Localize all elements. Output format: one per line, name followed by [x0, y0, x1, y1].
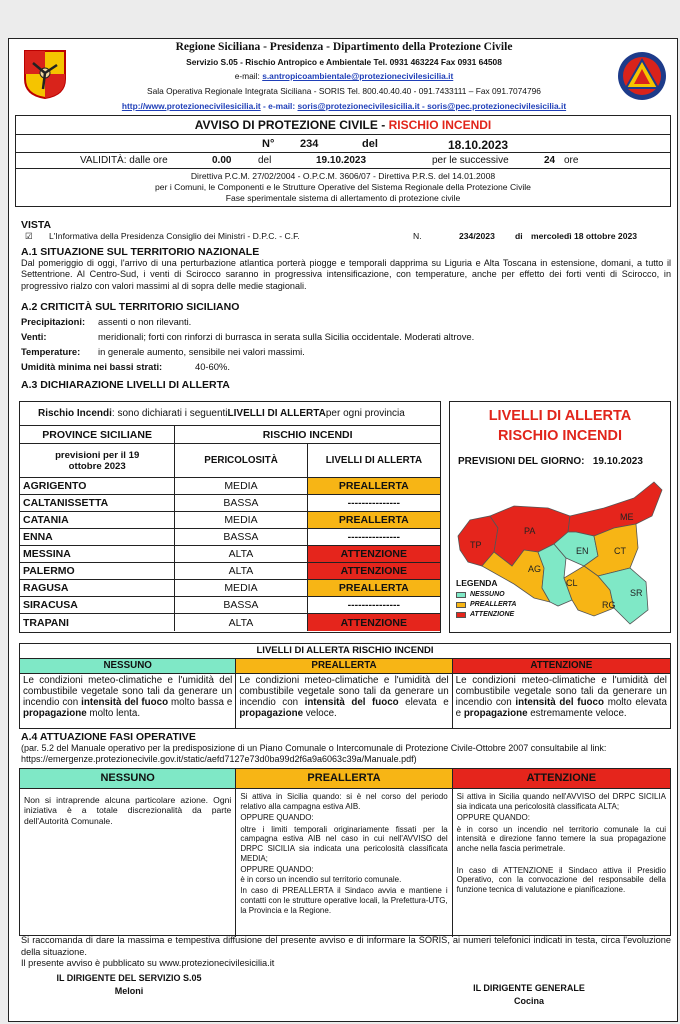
checkbox-icon: ☑ [25, 231, 33, 241]
signature-dirigente-generale: IL DIRIGENTE GENERALE Cocina [473, 983, 585, 1006]
a4-note: (par. 5.2 del Manuale operativo per la predisposizione di un Piano Comunale o Intercomunale di Protezione Civile-Ottobre 2007 consultabile al link: https://emergenze.protezionecivile.gov.it/static/aefd7127e73d0ba99d2f6a9a6063c39a/Manuale.pdf) [21, 743, 671, 765]
phase-head-preallerta: PREALLERTA [236, 769, 452, 788]
sicily-coat-of-arms-logo [23, 49, 67, 99]
province-pericolosita: ALTA [175, 546, 307, 563]
province-name: SIRACUSA [20, 597, 175, 614]
prev-label: previsioni per il 19 ottobre 2023 [20, 444, 175, 478]
avviso-number-row: N° 234 del 18.10.2023 [16, 135, 670, 153]
label-tp: TP [470, 540, 482, 550]
header-title: Regione Siciliana - Presidenza - Dipartimento della Protezione Civile [175, 41, 513, 53]
avviso-date: 18.10.2023 [448, 138, 509, 152]
province-livello: --------------- [308, 597, 440, 614]
province-livello: PREALLERTA [308, 478, 440, 495]
province-row [20, 580, 440, 597]
province-table [19, 401, 441, 633]
a3-intro: Rischio Incendi : sono dichiarati i seguenti LIVELLI DI ALLERTA per ogni provincia [38, 408, 405, 419]
province-livello: PREALLERTA [308, 580, 440, 597]
label-ag: AG [528, 564, 542, 574]
levels-table [19, 643, 671, 729]
province-livello: ATTENZIONE [308, 563, 440, 580]
province-name: RAGUSA [20, 580, 175, 597]
province-pericolosita: MEDIA [175, 512, 307, 529]
phase-desc-attenzione: Si attiva in Sicilia quando nell'AVVISO del DRPC SICILIA sia indicata una pericolosità classificata ALTA; OPPURE QUANDO: è in corso un incendio nel territorio comunale la cui intensità e direzione fanno temere la sua propagazione anche nella fascia perimetrale. In caso di ATTENZIONE il Sindaco attiva il Presidio Operativo, con la convocazione del responsabile della funzione tecnica di valutazione e pianificazione. [456, 792, 666, 894]
phase-head-nessuno: NESSUNO [20, 769, 236, 788]
header-web-line: http://www.protezionecivilesicilia.it - e-mail: soris@protezionecivilesicilia.it - soris@pec.protezionecivilesicilia.it [121, 101, 567, 111]
province-name: MESSINA [20, 546, 175, 563]
civil-protection-logo [617, 51, 667, 101]
province-row [20, 546, 440, 563]
email-link[interactable]: s.antropicoambientale@protezionecivilesicilia.it [262, 71, 454, 81]
province-name: CALTANISSETTA [20, 495, 175, 512]
a3-title: A.3 DICHIARAZIONE LIVELLI DI ALLERTA [21, 379, 230, 391]
phase-desc-nessuno: Non si intraprende alcuna particolare azione. Ogni iniziativa è a totale discrezionalità da parte dell'Autorità Comunale. [20, 789, 236, 937]
label-pa: PA [524, 526, 536, 536]
phases-table [19, 768, 671, 936]
province-row [20, 563, 440, 580]
a2-title: A.2 CRITICITÀ SUL TERRITORIO SICILIANO [21, 301, 240, 313]
province-pericolosita: MEDIA [175, 580, 307, 597]
province-livello: --------------- [308, 529, 440, 546]
levels-head-nessuno: NESSUNO [20, 659, 236, 673]
soris-email-link[interactable]: soris@protezionecivilesicilia.it - soris@pec.protezionecivilesicilia.it [297, 101, 567, 111]
province-name: CATANIA [20, 512, 175, 529]
province-row [20, 597, 440, 614]
col-livelli: LIVELLI DI ALLERTA [308, 444, 440, 478]
avviso-title: AVVISO DI PROTEZIONE CIVILE - RISCHIO INCENDI [16, 118, 670, 135]
map-prev: PREVISIONI DEL GIORNO: 19.10.2023 [458, 456, 643, 467]
label-rg: RG [602, 600, 616, 610]
label-me: ME [620, 512, 634, 522]
phase-desc-preallerta: Si attiva in Sicilia quando: si è nel corso del periodo relativo alla campagna estiva AIB. OPPURE QUANDO: oltre i limiti temporali originariamente fissati per la campagna estiva AIB nel caso in cui nell'AVVISO del DRPC SICILIA sia indicata una pericolosità classificata MEDIA; OPPURE QUANDO: è in corso un incendio sul territorio comunale. In caso di PREALLERTA il Sindaco avvia e mantiene i contatti con le strutture operative locali, la Prefettura-UTG, la Provincia e la Regione. [236, 789, 452, 937]
province-name: ENNA [20, 529, 175, 546]
province-livello: ATTENZIONE [308, 546, 440, 563]
province-pericolosita: ALTA [175, 563, 307, 580]
province-pericolosita: ALTA [175, 614, 307, 631]
manual-link[interactable]: https://emergenze.protezionecivile.gov.it/static/aefd7127e73d0ba99d2f6a9a6063c39a/Manuale.pdf) [21, 754, 417, 764]
validita-row: VALIDITÀ: dalle ore 0.00 del 19.10.2023 per le successive 24 ore [16, 153, 670, 169]
province-livello: PREALLERTA [308, 512, 440, 529]
website-link[interactable]: http://www.protezionecivilesicilia.it [121, 101, 261, 111]
label-sr: SR [630, 588, 643, 598]
province-pericolosita: BASSA [175, 529, 307, 546]
a1-text: Dal pomeriggio di oggi, l'arrivo di una perturbazione atlantica porterà piogge e temporali dapprima su Liguria e Alta Toscana in estensione, domani, a tutto il Settentrione. Al Centro-Sud, i venti di Scirocco saranno in progressiva intensificazione, con temperature, anche per effetto dei forti venti di Scirocco, in progressivo rialzo con valori massimi al di sopra delle medie stagionali. [21, 258, 671, 291]
map-legend: LEGENDA NESSUNO PREALLERTA ATTENZIONE [456, 578, 517, 618]
header-service: Servizio S.05 - Rischio Antropico e Ambientale Tel. 0931 463224 Fax 0931 64508 [186, 57, 502, 67]
label-ct: CT [614, 546, 626, 556]
levels-title: LIVELLI DI ALLERTA RISCHIO INCENDI [20, 644, 670, 659]
header-soris: Sala Operativa Regionale Integrata Siciliana - SORIS Tel. 800.40.40.40 - 091.7433111 – Fax 091.7074796 [147, 86, 541, 96]
levels-head-preallerta: PREALLERTA [236, 659, 452, 673]
province-row [20, 529, 440, 546]
province-row [20, 478, 440, 495]
col-pericolosita: PERICOLOSITÀ [175, 444, 307, 478]
levels-desc-attenzione: Le condizioni meteo-climatiche e l'umidità del combustibile vegetale sono tali da generare un incendio con intensità del fuoco molto elevata e propagazione estremamente veloce. [455, 675, 667, 719]
province-name: TRAPANI [20, 614, 175, 631]
levels-desc-nessuno: Le condizioni meteo-climatiche e l'umidità del combustibile vegetale sono tali da generare un incendio con intensità del fuoco molto bassa e propagazione molto lenta. [20, 674, 236, 728]
province-livello: --------------- [308, 495, 440, 512]
direttiva-text: Direttiva P.C.M. 27/02/2004 - O.P.C.M. 3606/07 - Direttiva P.R.S. del 14.01.2008 per i Comuni, le Componenti e le Strutture Operative del Sistema Regionale della Protezione Civile Fase sperimentale sistema di allertamento di protezione civile [155, 171, 531, 203]
col-province: PROVINCE SICILIANE [20, 426, 175, 444]
province-row [20, 495, 440, 512]
levels-desc-preallerta: Le condizioni meteo-climatiche e l'umidità del combustibile vegetale sono tali da generare un incendio con intensità del fuoco elevata e propagazione veloce. [236, 674, 452, 728]
col-rischio: RISCHIO INCENDI [175, 426, 440, 444]
province-name: AGRIGENTO [20, 478, 175, 495]
levels-head-attenzione: ATTENZIONE [453, 659, 670, 673]
map-title: LIVELLI DI ALLERTA RISCHIO INCENDI [488, 408, 632, 444]
map-box [449, 401, 671, 633]
avviso-number: 234 [300, 138, 319, 150]
province-pericolosita: MEDIA [175, 478, 307, 495]
province-livello: ATTENZIONE [308, 614, 440, 631]
avviso-box [15, 115, 671, 207]
footer-note: Si raccomanda di dare la massima e tempestiva diffusione del presente avviso e di informare la SORIS, ai numeri telefonici indicati in testa, circa l'evoluzione della situazione. Il presente avviso è pubblicato su www.protezionecivilesicilia.it [21, 935, 671, 968]
province-row [20, 614, 440, 631]
label-cl: CL [566, 578, 578, 588]
province-pericolosita: BASSA [175, 597, 307, 614]
phase-head-attenzione: ATTENZIONE [453, 769, 670, 788]
a4-title: A.4 ATTUAZIONE FASI OPERATIVE [21, 731, 196, 743]
signature-servizio: IL DIRIGENTE DEL SERVIZIO S.05 Meloni [56, 973, 202, 996]
label-en: EN [576, 546, 589, 556]
province-name: PALERMO [20, 563, 175, 580]
header-email-line: e-mail: s.antropicoambientale@protezionecivilesicilia.it [234, 71, 454, 81]
vista-title: VISTA [21, 219, 52, 231]
document-page: Regione Siciliana - Presidenza - Dipartimento della Protezione Civile Servizio S.05 - Rischio Antropico e Ambientale Tel. 0931 463224 Fax 0931 64508 e-mail: s.antropicoambientale@protezionecivilesicilia.it Sala Operativa Regionale Integrata Siciliana - SORIS Tel. 800.40.40.40 - 091.7433111 – Fax 091.7074796 http://www.protezionecivilesicilia.it - e-mail: soris@protezionecivilesicilia.it - soris@pec.protezionecivilesicilia.it AVVISO DI PROTEZIONE CIVILE - RISCHIO INCENDI N° 234 del 18.10.2023 VALIDITÀ: dalle ore 0.00 del 19.10.2023 per le successive 24 ore Direttiva P.C.M. 27/02/2004 - O.P.C.M. 3606/07 - Direttiva P.R.S. del 14.01.2008 per i Comuni, le Componenti e le Strutture Operative del Sistema Regionale della Protezione Civile Fase sperimentale sistema di allertamento di protezione civile VISTA ☑ L'Informativa della Presidenza Consiglio dei Ministri - D.P.C. - C.F. N. 234/2023 di mercoledì 18 ottobre 2023 A.1 SITUAZIONE SUL TERRITORIO NAZIONALE Dal pomeriggio di oggi, l'arrivo di una perturbazione atlantica porterà piogge e temporali dapprima su Liguria e Alta Toscana in estensione, domani, a tutto il Settentrione. Al Centro-Sud, i venti di Scirocco saranno in progressiva intensificazione, con temperature, anche per effetto dei forti venti di Scirocco, in progressivo rialzo con valori massimi al di sopra delle medie stagionali. A.2 CRITICITÀ SUL TERRITORIO SICILIANO Precipitazioni: assenti o non rilevanti. Venti: meridionali; forti con rinforzi di burrasca in serata sulla Sicilia occidentale. Moderati altrove. Temperature: in generale aumento, sensibile nei valori massimi. Umidità minima nei bassi strati: 40-60%. A.3 DICHIARAZIONE LIVELLI DI ALLERTA Rischio Incendi : sono dichiarati i seguenti LIVELLI DI ALLERTA per ogni provincia PROVINCE SICILIANE RISCHIO INCENDI previsioni per il 19 ottobre 2023 PERICOLOSITÀ LIVELLI DI ALLERTA AGRIGENTO MEDIA PREALLERTA CALTANISSETTA BASSA --------------- CATANIA MEDIA PREALLERTA ENNA BASSA --------------- MESSINA ALTA ATTENZIONE PALERMO ALTA ATTENZIONE RAGUSA MEDIA PREALLERTA SIRACUSA BASSA --------------- TRAPANI ALTA ATTENZIONE LIVELLI DI ALLERTA RISCHIO INCENDI PREVISIONI DEL GIORNO: 19.10.2023 TP PA ME AG EN CT CL SR RG LEGENDA NESSUNO PREALLERTA ATTENZIONE LIVELLI DI ALLERTA RISCHIO INCENDI NESSUNO PREALLERTA ATTENZIONE Le condizioni meteo-climatiche e l'umidità del combustibile vegetale sono tali da generare un incendio con intensità del fuoco molto bassa e propagazione molto lenta. Le condizioni meteo-climatiche e l'umidità del combustibile vegetale sono tali da generare un incendio con intensità del fuoco elevata e propagazione veloce. Le condizioni meteo-climatiche e l'umidità del combustibile vegetale sono tali da generare un incendio con intensità del fuoco molto elevata e propagazione estremamente veloce. A.4 ATTUAZIONE FASI OPERATIVE (par. 5.2 del Manuale operativo per la predisposizione di un Piano Comunale o Intercomunale di Protezione Civile-Ottobre 2007 consultabile al link: https://emergenze.protezionecivile.gov.it/static/aefd7127e73d0ba99d2f6a9a6063c39a/Manuale.pdf) NESSUNO PREALLERTA ATTENZIONE Non si intraprende alcuna particolare azione. Ogni iniziativa è a totale discrezionalità da parte dell'Autorità Comunale. Si attiva in Sicilia quando: si è nel corso del periodo relativo alla campagna estiva AIB. OPPURE QUANDO: oltre i limiti temporali originariamente fissati per la campagna estiva AIB nel caso in cui nell'AVVISO del DRPC SICILIA sia indicata una pericolosità classificata MEDIA; OPPURE QUANDO: è in corso un incendio sul territorio comunale. In caso di PREALLERTA il Sindaco avvia e mantiene i contatti con le strutture operative locali, la Prefettura-UTG, la Provincia e la Regione. Si attiva in Sicilia quando nell'AVVISO del DRPC SICILIA sia indicata una pericolosità classificata ALTA; OPPURE QUANDO: è in corso un incendio nel territorio comunale la cui intensità e direzione fanno temere la sua propagazione anche nella fascia perimetrale. In caso di ATTENZIONE il Sindaco attiva il Presidio Operativo, con la convocazione del responsabile della funzione tecnica di valutazione e pianificazione. Si raccomanda di dare la massima e tempestiva diffusione del presente avviso e di informare la SORIS, ai numeri telefonici indicati in testa, circa l'evoluzione della situazione. Il presente avviso è pubblicato su www.protezionecivilesicilia.it IL DIRIGENTE DEL SERVIZIO S.05 Meloni IL DIRIGENTE GENERALE Cocina [8, 38, 678, 1022]
province-row [20, 512, 440, 529]
province-pericolosita: BASSA [175, 495, 307, 512]
a1-title: A.1 SITUAZIONE SUL TERRITORIO NAZIONALE [21, 246, 260, 258]
